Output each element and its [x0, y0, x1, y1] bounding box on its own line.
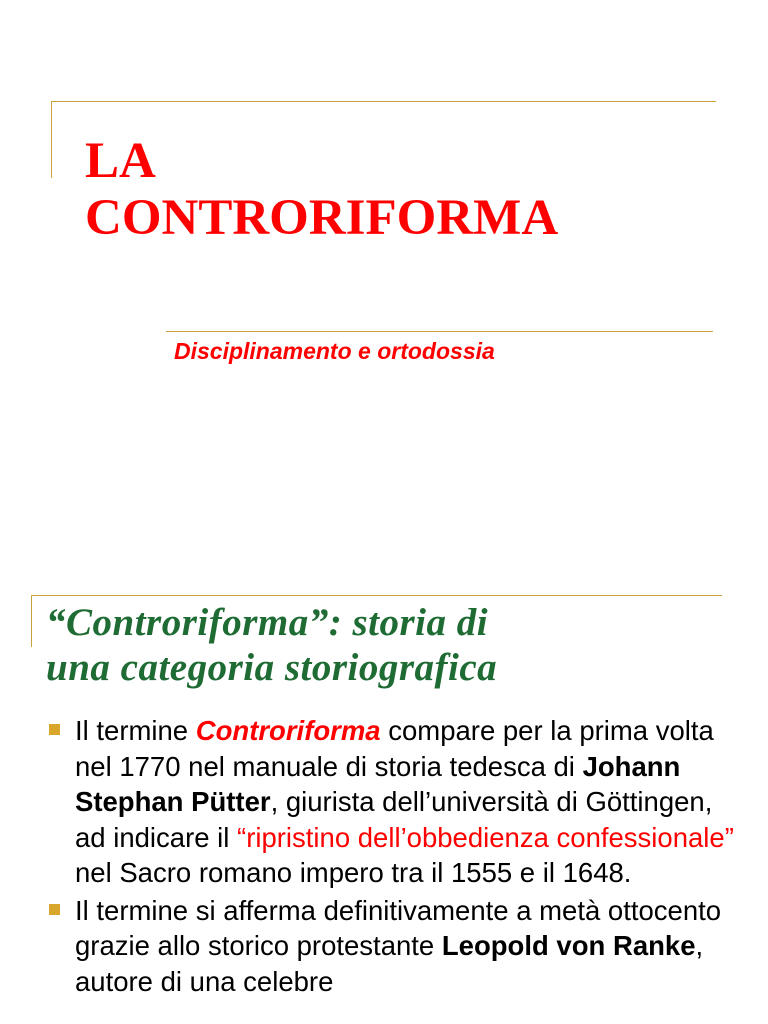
- title-line-2: CONTRORIFORMA: [85, 190, 559, 246]
- title-frame-top-line: [51, 101, 716, 102]
- bullet-1-text-1: Il termine: [75, 715, 196, 746]
- bullet-1-quote: “ripristino dell’obbedienza confessionale”: [237, 821, 734, 853]
- bullet-1-text-4: nel Sacro romano impero tra il 1555 e il 1648.: [75, 857, 632, 888]
- bullet-2-person: Leopold von Ranke: [441, 930, 696, 961]
- bullet-item: [46, 893, 736, 1000]
- title-line-1: LA: [85, 133, 156, 189]
- title-frame-left-line: [51, 101, 52, 178]
- bullet-2-text-1: Il termine si afferma definitivamente a metà ottocento grazie allo storico protestante: [75, 894, 722, 961]
- slide-1-subtitle: Disciplinamento e ortodossia: [174, 338, 495, 364]
- bullet-item: [46, 713, 736, 891]
- bullet-1-keyword: Controriforma: [195, 715, 381, 746]
- subtitle-divider-line: [166, 331, 713, 332]
- slide-2-frame-left-line: [31, 595, 32, 647]
- bullet-2-text-2: , autore di una celebre: [75, 930, 704, 997]
- square-bullet-icon: [49, 724, 60, 735]
- slide-2-title-line-2: una categoria storiografica: [46, 646, 498, 689]
- bullet-list: [46, 713, 736, 1001]
- slide-2-frame-top-line: [31, 595, 722, 596]
- square-bullet-icon: [49, 904, 60, 915]
- slide-1-title: [85, 133, 558, 247]
- slide-2-title: [46, 600, 497, 690]
- bullet-1-text-2: compare per la prima volta nel 1770 nel manuale di storia tedesca di: [75, 715, 714, 782]
- slide-2-title-line-1: “Controriforma”: storia di: [46, 601, 489, 644]
- bullet-1-person: Johann Stephan Pütter: [75, 750, 681, 817]
- bullet-1-text-3: , giurista dell’università di Göttingen, ad indicare il: [75, 786, 713, 853]
